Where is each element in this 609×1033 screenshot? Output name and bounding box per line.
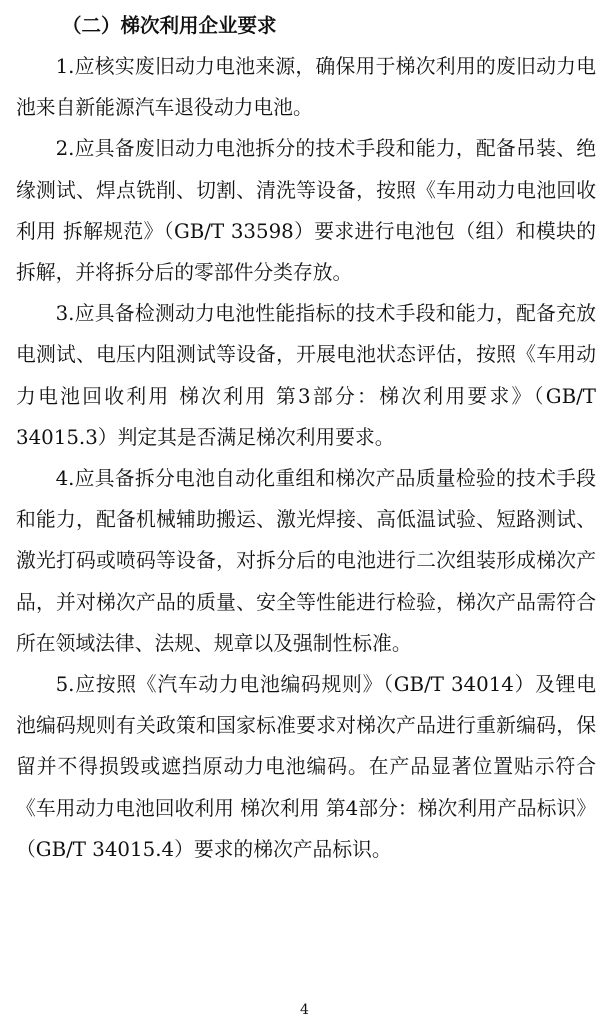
section-heading: （二）梯次利用企业要求 xyxy=(62,14,277,37)
paragraph-3: 3.应具备检测动力电池性能指标的技术手段和能力，配备充放电测试、电压内阻测试等设备，开展电池状态评估，按照《车用动力电池回收利用 梯次利用 第3部分：梯次利用要求》（GB/T 34015.3）判定其是否满足梯次利用要求。 xyxy=(16,302,596,449)
paragraph-5: 5.应按照《汽车动力电池编码规则》（GB/T 34014）及锂电池编码规则有关政策和国家标准要求对梯次产品进行重新编码，保留并不得损毁或遮挡原动力电池编码。在产品显著位置贴示符合《车用动力电池回收利用 梯次利用 第4部分：梯次利用产品标识》（GB/T 34015.4）要求的梯次产品标识。 xyxy=(16,673,596,861)
paragraph-4: 4.应具备拆分电池自动化重组和梯次产品质量检验的技术手段和能力，配备机械辅助搬运、激光焊接、高低温试验、短路测试、激光打码或喷码等设备，对拆分后的电池进行二次组装形成梯次产品，并对梯次产品的质量、安全等性能进行检验，梯次产品需符合所在领域法律、法规、规章以及强制性标准。 xyxy=(16,467,596,655)
document-page xyxy=(16,6,596,870)
page-number: 4 xyxy=(300,1002,309,1018)
paragraph-1: 1.应核实废旧动力电池来源，确保用于梯次利用的废旧动力电池来自新能源汽车退役动力电池。 xyxy=(16,55,596,120)
paragraph-2: 2.应具备废旧动力电池拆分的技术手段和能力，配备吊装、绝缘测试、焊点铣削、切割、清洗等设备，按照《车用动力电池回收利用 拆解规范》（GB/T 33598）要求进行电池包（组）和模块的拆解，并将拆分后的零部件分类存放。 xyxy=(16,137,596,285)
